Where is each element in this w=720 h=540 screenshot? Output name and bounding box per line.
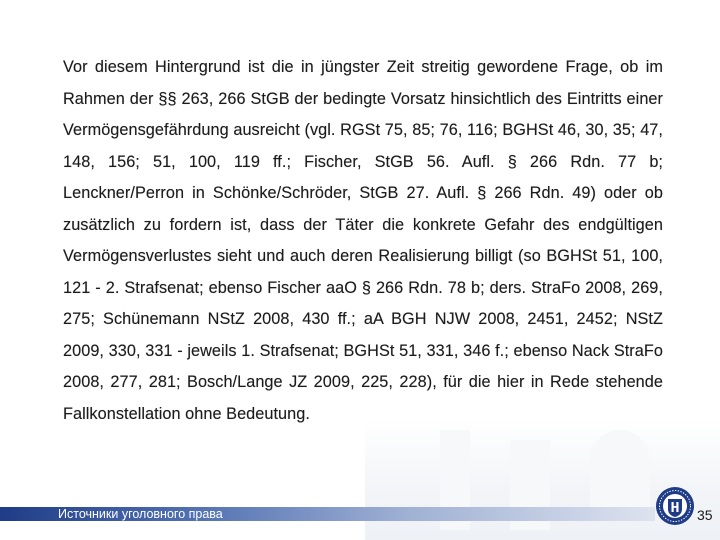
legal-text-paragraph: Vor diesem Hintergrund ist die in jüngster Zeit streitig gewordene Frage, ob im Rahmen der §§ 263, 266 StGB der bedingte Vorsatz hinsichtlich des Eintritts einer Vermögensgefährdung ausreicht (vgl. RGSt 75, 85; 76, 116; BGHSt 46, 30, 35; 47, 148, 156; 51, 100, 119 ff.; Fischer, StGB 56. Aufl. § 266 Rdn. 77 b; Lenckner/Perron in Schönke/Schröder, StGB 27. Aufl. § 266 Rdn. 49) oder ob zusätzlich zu fordern ist, dass der Täter die konkrete Gefahr des endgültigen Vermögensverlustes sieht und auch deren Realisierung billigt (so BGHSt 51, 100, 121 - 2. Strafsenat; ebenso Fischer aaO § 266 Rdn. 78 b; ders. StraFo 2008, 269, 275; Schünemann NStZ 2008, 430 ff.; aA BGH NJW 2008, 2451, 2452; NStZ 2009, 330, 331 - jeweils 1. Strafsenat; BGHSt 51, 331, 346 f.; ebenso Nack StraFo 2008, 277, 281; Bosch/Lange JZ 2009, 225, 228), für die hier in Rede stehende Fallkonstellation ohne Bedeutung. [63, 58, 663, 423]
hse-university-emblem-icon [655, 486, 695, 526]
page-number: 35 [697, 507, 713, 523]
footer-source-label: Источники уголовного права [58, 507, 223, 521]
